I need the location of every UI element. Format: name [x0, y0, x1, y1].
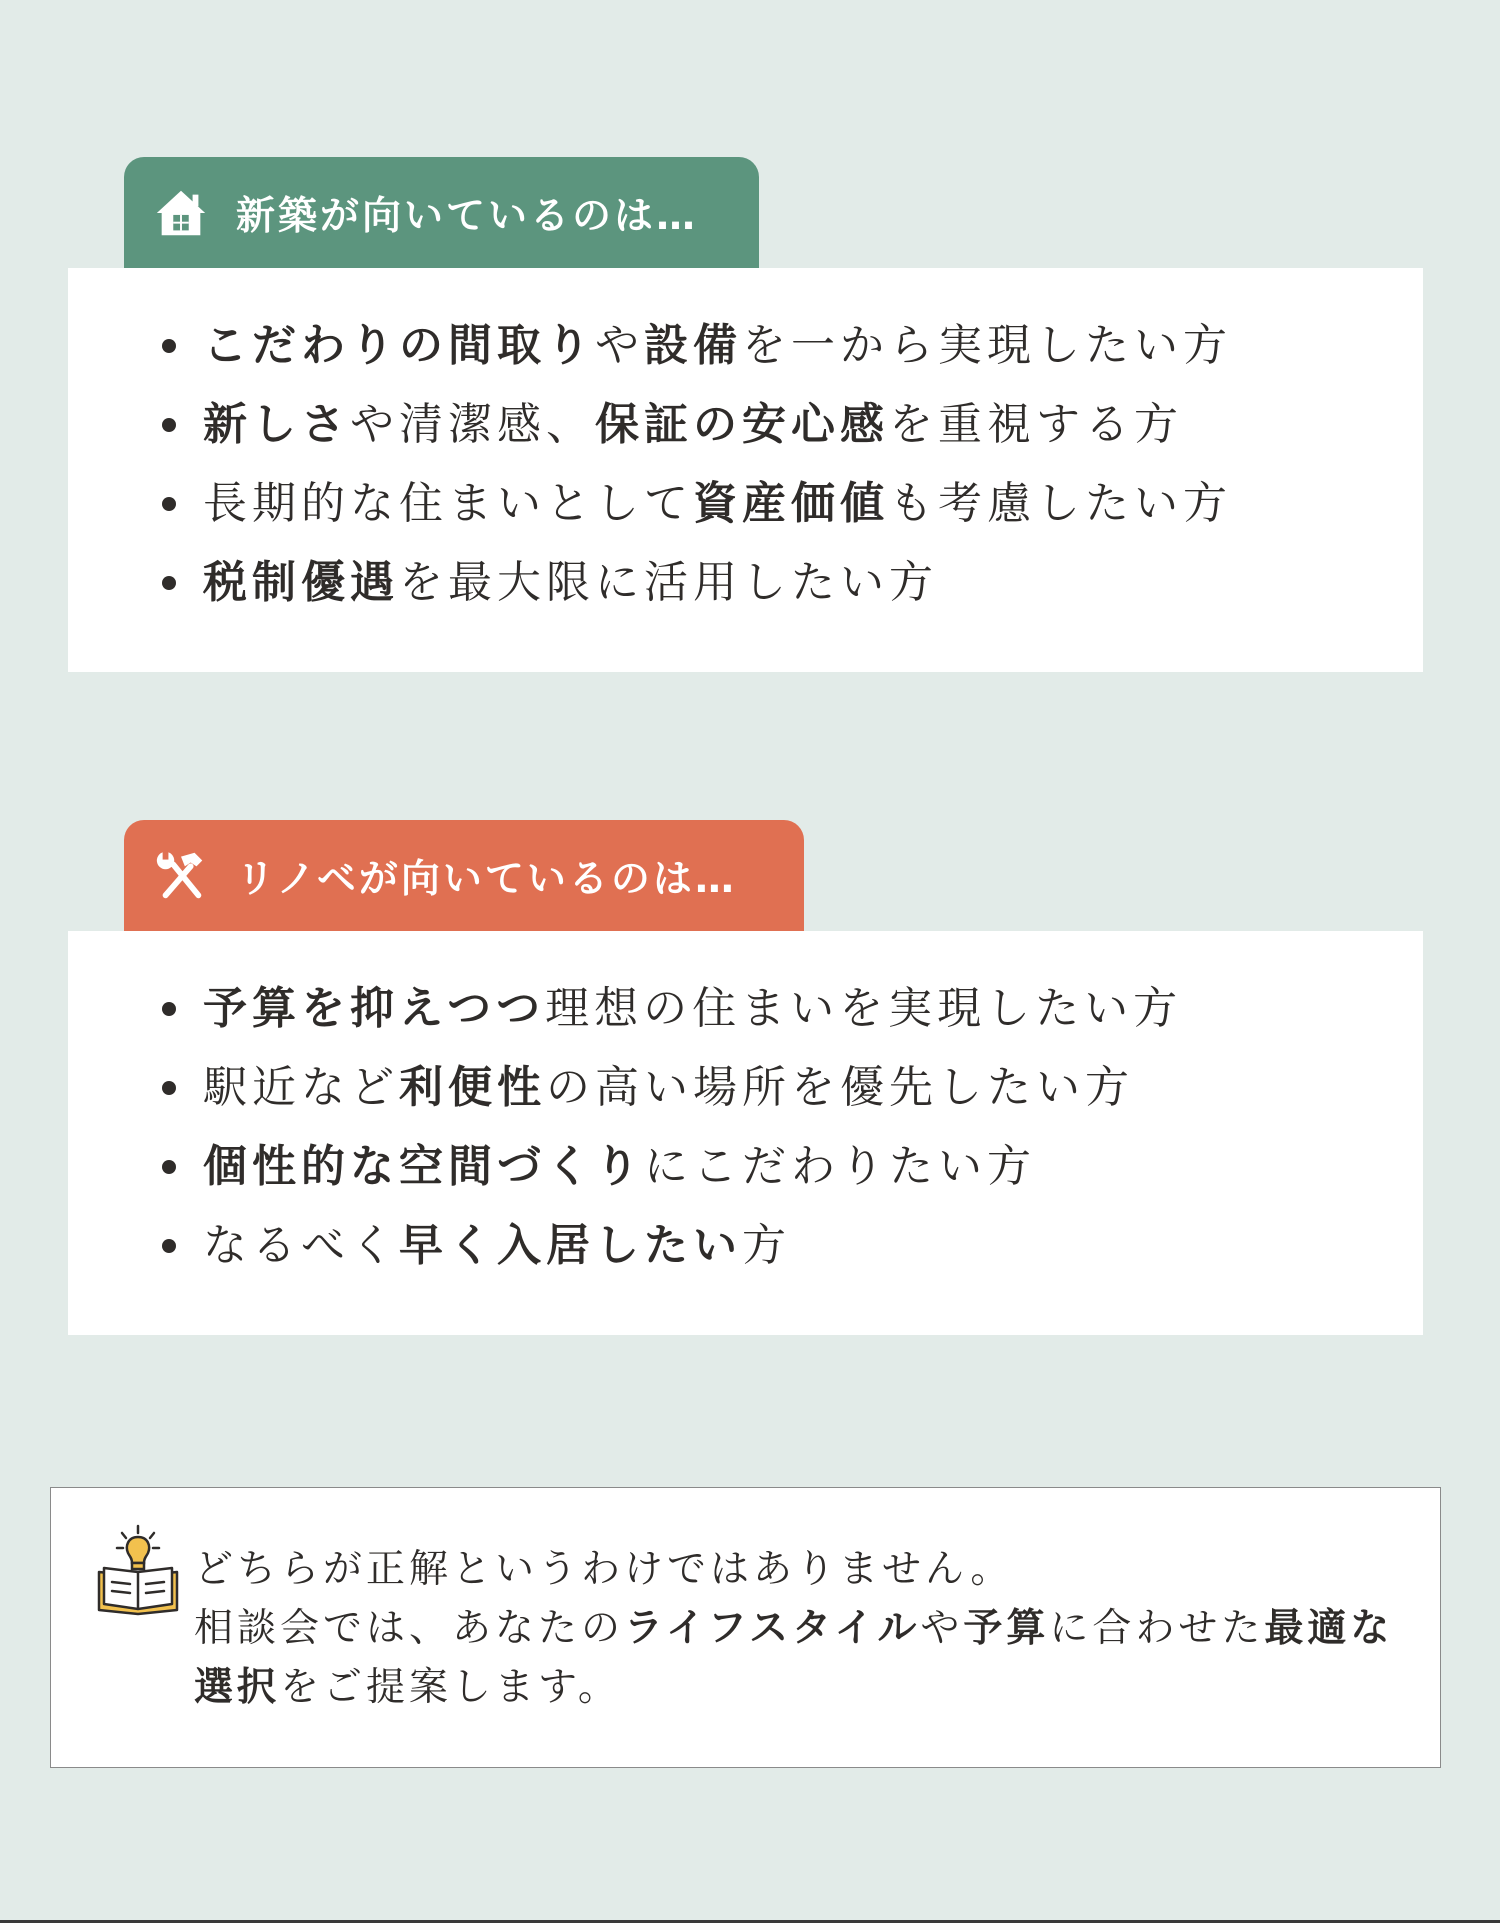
emphasis-text: 設備: [644, 320, 742, 371]
list-item: [68, 1048, 1423, 1127]
bullet-dot: [162, 1239, 176, 1253]
new-build-header: [124, 157, 759, 268]
advice-note-text: [194, 1540, 1404, 1717]
body-text: の高い場所を優先したい方: [546, 1062, 1134, 1113]
emphasis-text: 利便性: [399, 1062, 546, 1113]
body-text: を最大限に活用したい方: [399, 557, 938, 608]
body-text: 相談会では、あなたの: [194, 1606, 625, 1651]
renovation-list: [68, 969, 1423, 1285]
bullet-dot: [162, 1002, 176, 1016]
emphasis-text: ライフスタイル: [624, 1606, 921, 1651]
bullet-dot: [162, 1160, 176, 1174]
body-text: 方: [742, 1220, 791, 1271]
list-item: [68, 306, 1423, 385]
emphasis-text: 税制優遇: [203, 557, 399, 608]
emphasis-text: 予算: [963, 1606, 1050, 1651]
emphasis-text: 最適な選択: [194, 1606, 1394, 1710]
body-text: や: [920, 1606, 964, 1651]
house-icon: [152, 184, 210, 242]
renovation-header: [124, 820, 804, 931]
emphasis-text: こだわりの間取り: [203, 320, 595, 371]
emphasis-text: 個性的な空間づくり: [203, 1141, 644, 1192]
body-text: にこだわりたい方: [644, 1141, 1036, 1192]
list-item: [68, 385, 1423, 464]
body-text: どちらが正解というわけではありません。: [194, 1547, 1014, 1592]
bullet-dot: [162, 339, 176, 353]
emphasis-text: 保証の安心感: [595, 399, 889, 450]
body-text: をご提案します。: [280, 1665, 621, 1710]
body-text: を一から実現したい方: [742, 320, 1232, 371]
body-text: も考慮したい方: [889, 478, 1232, 529]
body-text: や清潔感、: [350, 399, 595, 450]
list-item: [68, 1127, 1423, 1206]
body-text: 理想の住まいを実現したい方: [545, 983, 1183, 1034]
renovation-card: [68, 931, 1423, 1335]
emphasis-text: 早く入居したい: [399, 1220, 742, 1271]
body-text: に合わせた: [1049, 1606, 1265, 1651]
list-item: [68, 543, 1423, 622]
bullet-dot: [162, 576, 176, 590]
body-text: 長期的な住まいとして: [203, 478, 693, 529]
emphasis-text: 予算を抑えつつ: [203, 983, 546, 1034]
body-text: なるべく: [203, 1220, 399, 1271]
bullet-dot: [162, 1081, 176, 1095]
list-item: [68, 464, 1423, 543]
lightbulb-book-icon: [95, 1524, 181, 1620]
renovation-title: リノベが向いているのは…: [236, 856, 737, 902]
new-build-title: 新築が向いているのは…: [236, 193, 699, 239]
bullet-dot: [162, 418, 176, 432]
emphasis-text: 新しさ: [203, 399, 350, 450]
advice-note: [50, 1487, 1441, 1768]
bullet-dot: [162, 497, 176, 511]
body-text: 駅近など: [203, 1062, 399, 1113]
body-text: や: [595, 320, 644, 371]
new-build-list: [68, 306, 1423, 622]
tools-hammer-wrench-icon: [152, 847, 210, 905]
list-item: [68, 1206, 1423, 1285]
new-build-card: [68, 268, 1423, 672]
emphasis-text: 資産価値: [693, 478, 889, 529]
list-item: [68, 969, 1423, 1048]
body-text: を重視する方: [889, 399, 1183, 450]
